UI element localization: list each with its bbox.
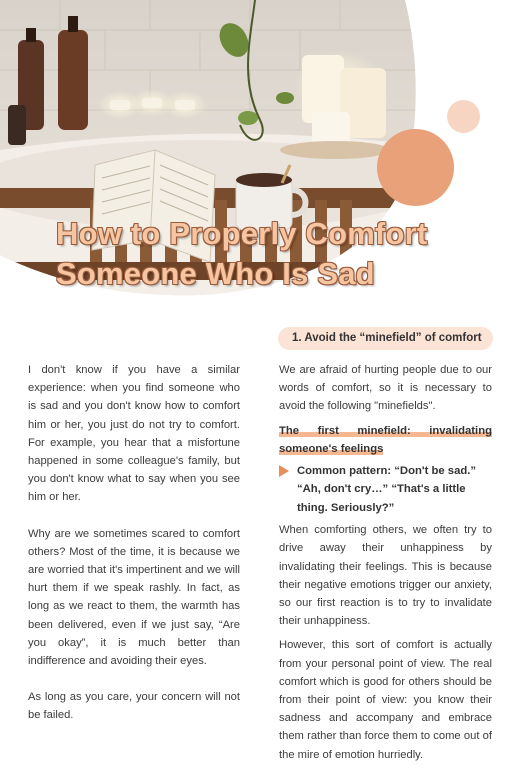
minefield-heading-text: The first minefield: invalidating someone's feelings (279, 424, 492, 455)
paragraph: I don't know if you have a similar experience: when you find someone who is sad and you don't know how to comfort him or her, you just do not try to comfort. For example, you hear that a misfortune happened in some colleague's family, but you don't know what to say when you see him or her. (28, 364, 240, 504)
title-line-1: How to Properly Comfort (56, 216, 428, 251)
minefield-heading (279, 422, 492, 458)
page-title (56, 214, 496, 294)
common-pattern-text: Common pattern: “Don't be sad.” “Ah, don't cry…” “That's a little thing. Seriously?” (297, 464, 477, 514)
paragraph: However, this sort of comfort is actually from your personal point of view. The real comfort which is good for others should be from their point of view: you know their sadness and accompany and embrace them rather than force them to come out of the mire of emotion hurriedly. (279, 639, 492, 761)
paragraph: When comforting others, we often try to drive away their unhappiness by invalidating their feelings. This is because their negative emotions trigger our anxiety, so our first reaction is to try to invalidate their unhappiness. (279, 524, 492, 628)
left-column (28, 361, 240, 743)
section-heading: 1. Avoid the “minefield” of comfort (278, 327, 493, 350)
common-pattern (279, 462, 492, 518)
right-column (279, 361, 492, 770)
title-line-2: Someone Who Is Sad (56, 256, 375, 291)
arrow-right-icon (279, 465, 289, 477)
paragraph: Why are we sometimes scared to comfort others? Most of the time, it is because we are worried that it's impertinent and we will hurt them if we speak rashly. In fact, as long as we react to them, the warmth has been delivered, even if we just say, “Are you okay”, it is much better than indifference and avoiding their eyes. (28, 527, 240, 668)
decorative-circle-small (447, 100, 480, 133)
intro-paragraph: We are afraid of hurting people due to our words of comfort, so it is necessary to avoid the following "minefields". (279, 364, 492, 413)
paragraph: As long as you care, your concern will not be failed. (28, 691, 240, 722)
decorative-circle-large (377, 129, 454, 206)
